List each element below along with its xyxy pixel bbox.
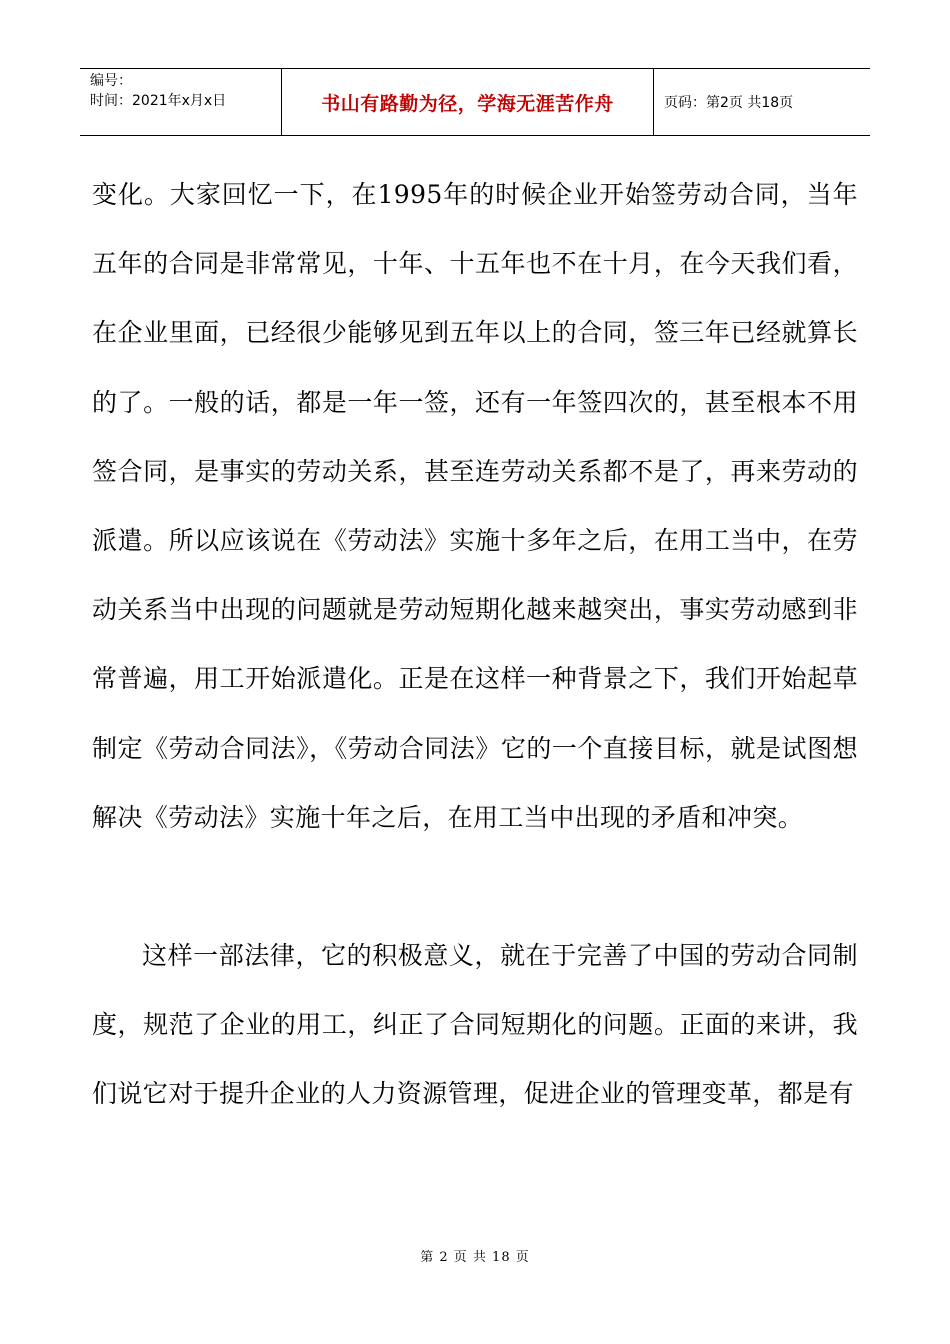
header-page-number: 页码：第2页 共18页: [664, 95, 794, 111]
footer-page-number: 第 2 页 共 18 页: [420, 1250, 530, 1265]
header-page-cell: [654, 69, 870, 135]
document-time-label: 时间：2021年x月x日: [90, 93, 227, 109]
header-motto: 书山有路勤为径，学海无涯苦作舟: [321, 92, 614, 115]
page-footer: [0, 1246, 950, 1265]
body-paragraph: 这样一部法律，它的积极意义，就在于完善了中国的劳动合同制度，规范了企业的用工，纠正了合同短期化的问题。正面的来讲，我们说它对于提升企业的人力资源管理，促进企业的管理变革，都是有: [92, 941, 858, 1109]
header-meta-cell: [80, 69, 282, 135]
document-body: [92, 160, 858, 1129]
document-number-label: 编号：: [90, 73, 132, 89]
header-motto-cell: [282, 69, 654, 135]
body-paragraph: 变化。大家回忆一下，在1995年的时候企业开始签劳动合同，当年五年的合同是非常常见，十年、十五年也不在十月，在今天我们看，在企业里面，已经很少能够见到五年以上的合同，签三年已经就算长的了。一般的话，都是一年一签，还有一年签四次的，甚至根本不用签合同，是事实的劳动关系，甚至连劳动关系都不是了，再来劳动的派遣。所以应该说在《劳动法》实施十多年之后，在用工当中，在劳动关系当中出现的问题就是劳动短期化越来越突出，事实劳动感到非常普遍，用工开始派遣化。正是在这样一种背景之下，我们开始起草制定《劳动合同法》，《劳动合同法》它的一个直接目标，就是试图想解决《劳动法》实施十年之后，在用工当中出现的矛盾和冲突。: [92, 180, 858, 832]
page-header: [80, 68, 870, 136]
